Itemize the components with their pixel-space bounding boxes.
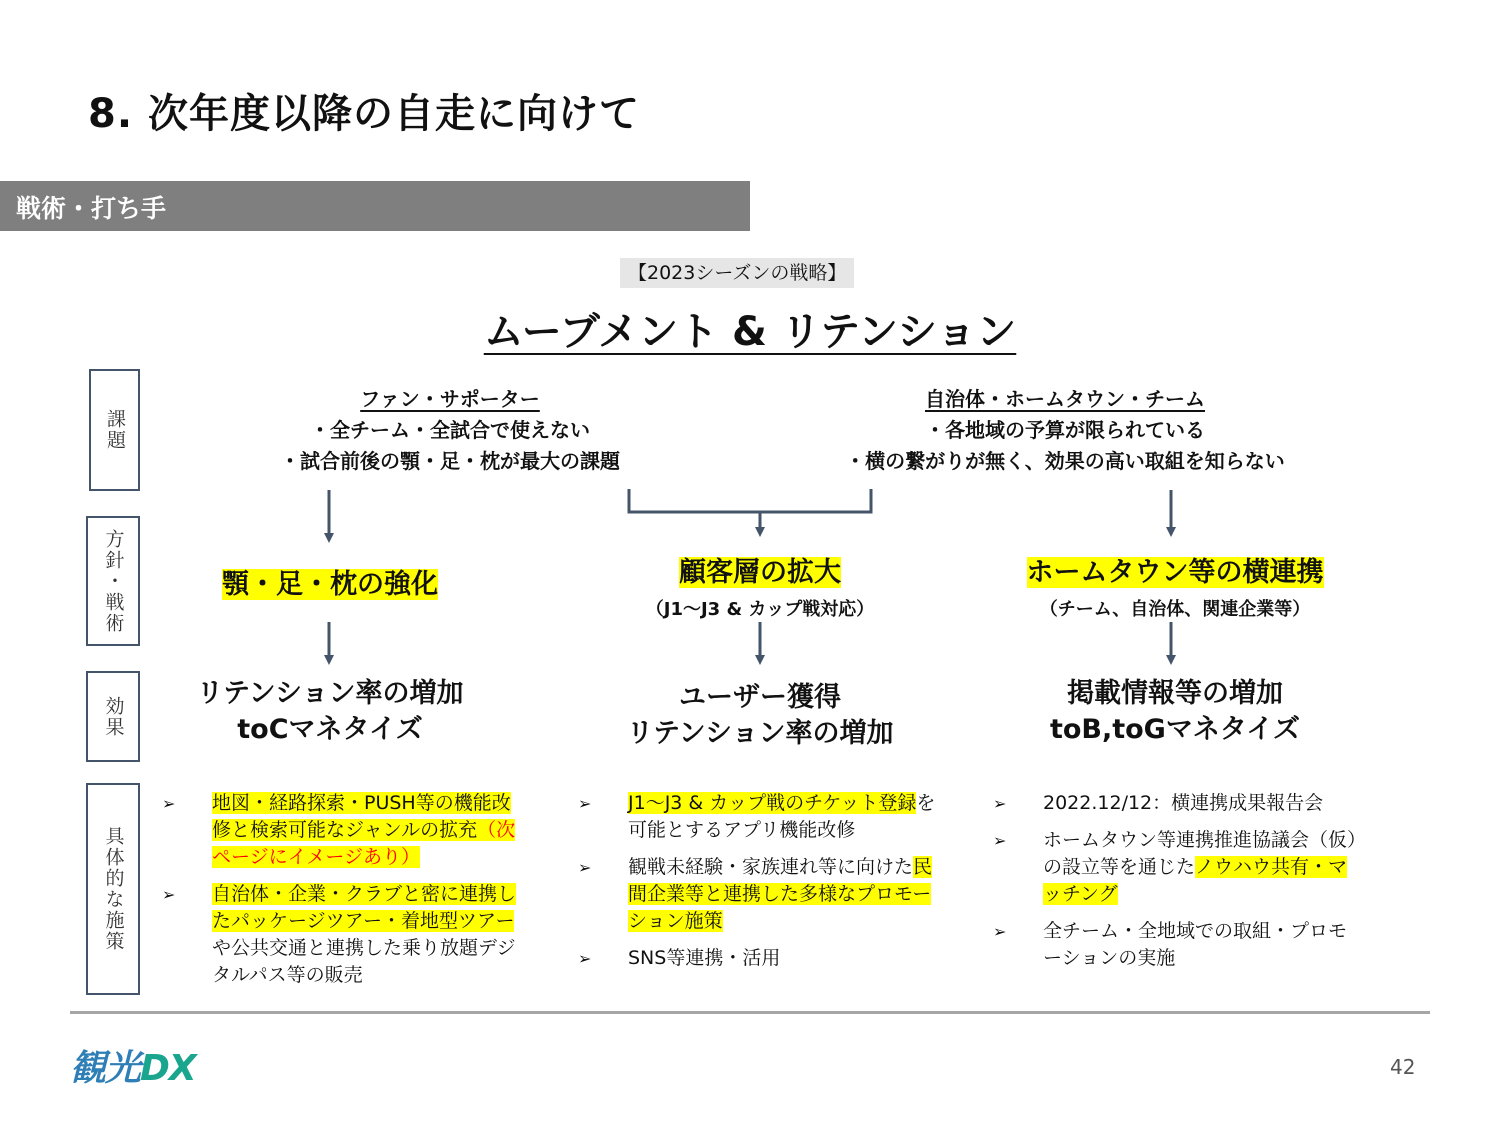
effect-1-line2: toCマネタイズ [237,714,423,745]
list-item [578,854,938,935]
policy-3-main: ホームタウン等の横連携 [1026,557,1324,588]
policy-3-sub: （チーム、自治体、関連企業等） [1039,599,1311,620]
policy-2-sub: （J1～J3 & カップ戦対応） [645,599,875,620]
policy-2-main: 顧客層の拡大 [679,557,841,588]
measures-col-1 [162,790,524,999]
footer-divider [70,1011,1430,1014]
issues-local-item: ・各地域の予算が限られている [925,418,1205,442]
measure-text: ノウハウ共有・マッチング [1043,856,1348,905]
issues-fan-item: ・全チーム・全試合で使えない [310,418,590,442]
section-label: 戦術・打ち手 [16,194,167,223]
row-label-issues-text: 課題 [104,409,126,451]
effect-3-line1: 掲載情報等の増加 [1067,678,1283,709]
measure-text: SNS等連携・活用 [628,947,781,969]
bullet-arrow-icon: ➢ [993,831,1007,850]
effect-2-line1: ユーザー獲得 [679,682,841,713]
measure-text: 民間企業等と連携した多様なプロモーション施策 [628,856,933,932]
list-item [993,918,1358,972]
measure-note: （次ページにイメージあり） [212,819,516,868]
issues-fan-heading: ファン・サポーター [360,387,540,411]
measure-text: を可能とするアプリ機能改修 [628,792,936,841]
logo-text: 観光 [70,1048,141,1089]
policy-2 [560,550,960,621]
row-label-measures-text: 具体的な施策 [102,826,125,952]
issues-local-item: ・横の繋がりが無く、効果の高い取組を知らない [845,449,1285,473]
measure-text: 自治体・企業・クラブと密に連携したパッケージツアー・着地型ツアー [212,883,517,932]
effect-3 [1000,676,1350,748]
list-item [578,945,938,972]
policy-3 [960,550,1390,621]
measures-col-3 [993,790,1358,982]
bullet-arrow-icon: ➢ [578,794,592,813]
logo-text-dx: DX [140,1048,196,1089]
bracket-connector [629,489,871,512]
measure-text: や公共交通と連携した乗り放題デジタルパス等の販売 [212,937,516,986]
list-item [578,790,938,844]
page-number: 42 [1390,1055,1416,1079]
measures-col-2 [578,790,938,982]
bullet-arrow-icon: ➢ [993,794,1007,813]
season-label: 【2023シーズンの戦略】 [620,258,854,288]
effect-2 [590,680,930,752]
measure-text: 2022.12/12：横連携成果報告会 [1043,792,1324,814]
row-label-policy-text: 方針・戦術 [102,528,125,634]
bullet-arrow-icon: ➢ [162,885,176,904]
effect-3-line2: toB,toGマネタイズ [1049,714,1301,745]
effect-2-line2: リテンション率の増加 [626,718,894,749]
list-item [993,827,1358,908]
measure-text: 地図・経路探索・PUSH等の機能改修と検索可能なジャンルの拡充 [212,792,511,841]
list-item [993,790,1358,817]
issues-fan-item: ・試合前後の顎・足・枕が最大の課題 [280,449,620,473]
list-item [162,790,524,871]
effect-1 [160,676,500,748]
kanko-dx-logo [70,1040,196,1091]
bullet-arrow-icon: ➢ [578,949,592,968]
list-item [162,881,524,989]
policy-1 [130,562,530,601]
page-title: 8. 次年度以降の自走に向けて [88,91,640,137]
measure-text: 全チーム・全地域での取組・プロモーションの実施 [1043,920,1348,969]
bullet-arrow-icon: ➢ [578,858,592,877]
measure-text: ホームタウン等連携推進協議会（仮）の設立等を通じた [1043,829,1357,878]
bullet-arrow-icon: ➢ [162,794,176,813]
measure-text: 観戦未経験・家族連れ等に向けた [628,856,914,878]
strategy-title-text: ムーブメント & リテンション [483,309,1017,355]
row-label-effect-text: 効果 [102,695,125,738]
policy-1-main: 顎・足・枕の強化 [222,569,438,600]
effect-1-line1: リテンション率の増加 [196,678,464,709]
measure-text: J1～J3 & カップ戦のチケット登録 [628,792,917,814]
issues-local-heading: 自治体・ホームタウン・チーム [925,387,1205,411]
bullet-arrow-icon: ➢ [993,922,1007,941]
